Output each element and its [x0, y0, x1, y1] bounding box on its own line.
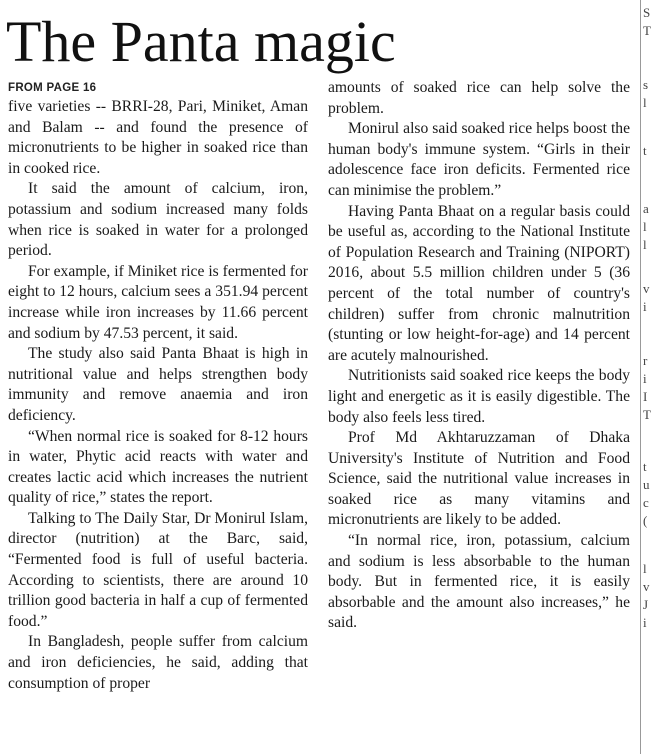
edge-fragment: v — [643, 579, 650, 594]
edge-fragment: c — [643, 495, 649, 510]
edge-fragment: r — [643, 353, 648, 368]
column-divider — [640, 0, 641, 754]
edge-fragment: i — [643, 371, 647, 386]
paragraph: Monirul also said soaked rice helps boost the human body's immune system. “Girls in their adolescence face iron deficits. Fermented rice can minimise the problem.” — [328, 120, 630, 199]
paragraph: “In normal rice, iron, potassium, calcium and sodium is less absorbable to the human body. But in fermented rice, it is easily absorbable and the amount also increases,” he said. — [328, 532, 630, 632]
paragraph: Talking to The Daily Star, Dr Monirul Islam, director (nutrition) at the Barc, said, “Fermented food is full of useful bacteria. According to scientists, there are around 10 trillion good bacteria in half a cup of fermented food.” — [8, 509, 308, 630]
edge-fragment: T — [643, 23, 651, 38]
paragraph: “When normal rice is soaked for 8-12 hours in water, Phytic acid reacts with water and creates lactic acid which increases the nutrient quality of rice,” states the report. — [8, 427, 308, 507]
paragraph: It said the amount of calcium, iron, potassium and sodium increased many folds when rice is soaked in water for a prolonged period. — [8, 180, 308, 260]
paragraph: Nutritionists said soaked rice keeps the body light and energetic as it is easily digestible. The body also feels less tired. — [328, 367, 630, 426]
edge-fragment: i — [643, 615, 647, 630]
paragraph: Prof Md Akhtaruzzaman of Dhaka University's Institute of Nutrition and Food Science, said the nutritional value increases in soaked rice as many vitamins and micronutrients are likely to be added. — [328, 429, 630, 529]
edge-fragment: u — [643, 477, 650, 492]
edge-fragment: v — [643, 281, 650, 296]
edge-fragment: T — [643, 407, 651, 422]
edge-fragment: t — [643, 459, 647, 474]
edge-fragment: J — [643, 597, 649, 612]
paragraph: In Bangladesh, people suffer from calcium and iron deficiencies, he said, adding that consumption of proper — [8, 633, 308, 692]
edge-fragment: l — [643, 237, 647, 252]
paragraph: The study also said Panta Bhaat is high in nutritional value and helps strengthen body immunity and remove anaemia and iron deficiency. — [8, 345, 308, 424]
edge-fragment: l — [643, 219, 647, 234]
edge-fragment: a — [643, 201, 649, 216]
edge-fragment: s — [643, 77, 649, 92]
edge-fragment: l — [643, 561, 647, 576]
edge-fragment: t — [643, 143, 647, 158]
article-column-2 — [328, 78, 630, 634]
paragraph: amounts of soaked rice can help solve the problem. — [328, 79, 630, 117]
article-headline: The Panta magic — [6, 9, 396, 74]
paragraph: five varieties -- BRRI-28, Pari, Miniket, Aman and Balam -- and found the presence of micronutrients to be higher in soaked rice than in cooked rice. — [8, 98, 308, 177]
edge-fragment: S — [643, 5, 651, 20]
paragraph: Having Panta Bhaat on a regular basis could be useful as, according to the National Institute of Population Research and Training (NIPORT) 2016, about 5.5 million children under 5 (36 percent of the total number of country's children) suffer from chronic malnutrition (stunting or low height-for-age) and 14 percent are acutely malnourished. — [328, 202, 630, 364]
edge-fragment: I — [643, 389, 648, 404]
edge-fragment: i — [643, 299, 647, 314]
edge-fragment: l — [643, 95, 647, 110]
paragraph: For example, if Miniket rice is fermented for eight to 12 hours, calcium sees a 351.94 percent increase while iron increases by 11.66 percent and sodium by 47.53 percent, it said. — [8, 262, 308, 342]
edge-fragment: ( — [643, 513, 648, 528]
adjacent-article-edge — [643, 0, 651, 754]
continuation-kicker: FROM PAGE 16 — [8, 82, 97, 94]
article-column-1 — [8, 80, 308, 694]
